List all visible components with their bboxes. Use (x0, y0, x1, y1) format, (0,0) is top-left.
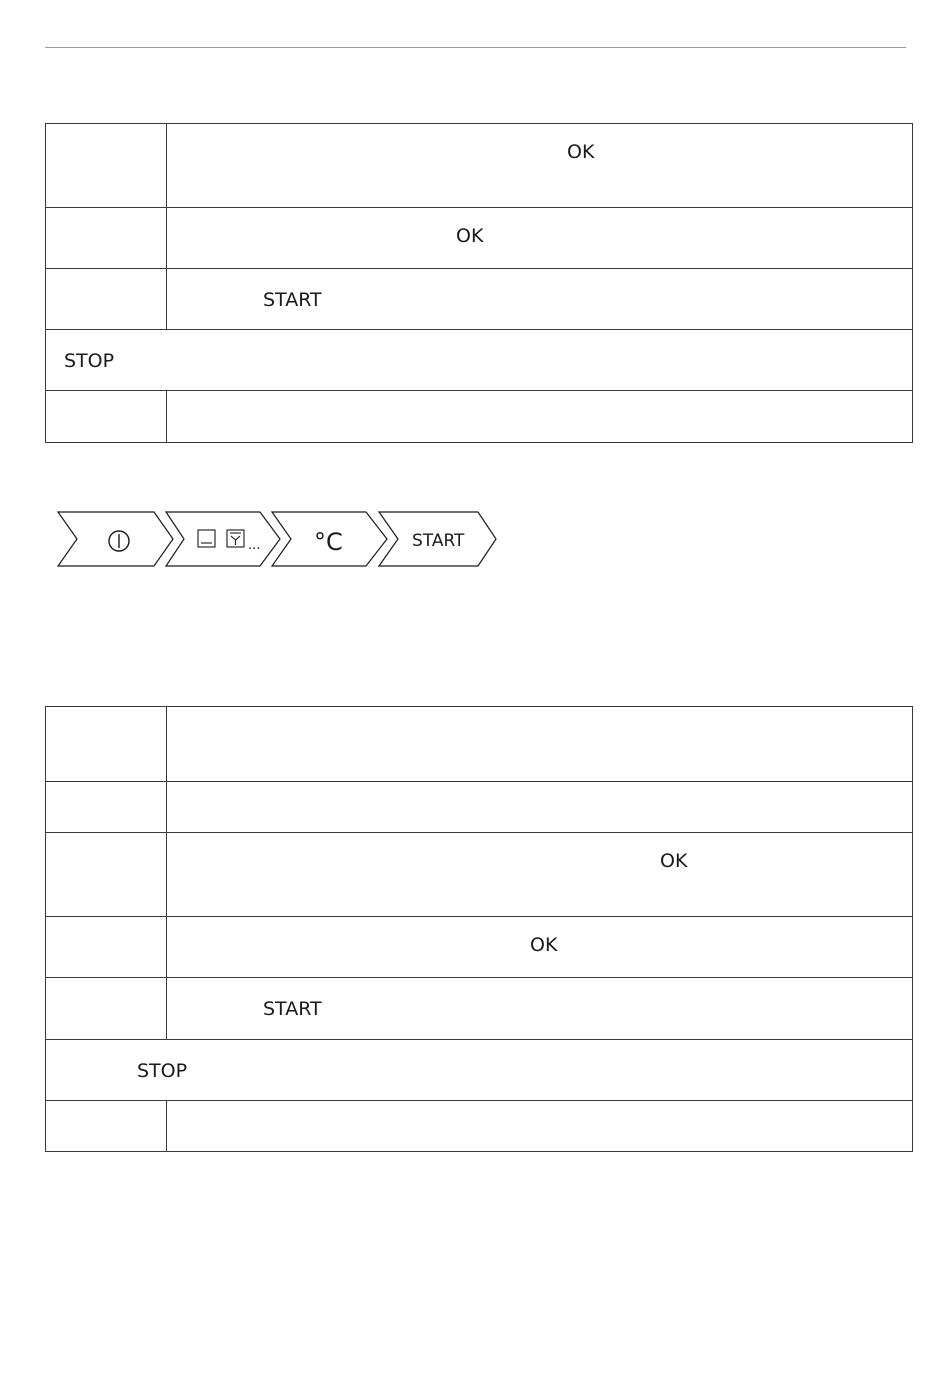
step-text-cell (167, 833, 913, 917)
table-row (46, 707, 913, 782)
step-text-cell (46, 330, 913, 391)
steps-table-1 (45, 123, 913, 443)
step-number-cell (46, 124, 167, 208)
ok-key-label: OK (456, 225, 484, 247)
step-text-cell (167, 208, 913, 269)
chevron-step (166, 512, 280, 566)
table-row (46, 917, 913, 978)
step-number-cell (46, 1101, 167, 1152)
table-row (46, 978, 913, 1040)
operation-sequence (56, 510, 506, 570)
start-label: START (412, 531, 465, 551)
step-number-cell (46, 782, 167, 833)
step-text-cell (167, 917, 913, 978)
table-row (46, 782, 913, 833)
table-row (46, 1101, 913, 1152)
step-text-cell (167, 269, 913, 330)
more-functions-ellipsis: ... (248, 538, 261, 553)
ok-key-label: OK (530, 934, 558, 956)
step-number-cell (46, 391, 167, 443)
ok-key-label: OK (567, 141, 595, 163)
table-row (46, 833, 913, 917)
step-text-cell (167, 124, 913, 208)
start-key-label: START (263, 998, 322, 1020)
step-number-cell (46, 978, 167, 1040)
step-text-cell (167, 782, 913, 833)
step-number-cell (46, 208, 167, 269)
steps-table-2 (45, 706, 913, 1152)
start-key-label: START (263, 289, 322, 311)
chevron-step (58, 512, 173, 566)
stop-key-label: STOP (137, 1060, 188, 1082)
celsius-icon: °C (314, 528, 343, 556)
table-row (46, 124, 913, 208)
power-icon (109, 531, 129, 551)
table-row (46, 208, 913, 269)
step-text-cell (46, 1040, 913, 1101)
table-row (46, 269, 913, 330)
step-number-cell (46, 707, 167, 782)
step-text-cell (167, 391, 913, 443)
table-row (46, 1040, 913, 1101)
table-row (46, 391, 913, 443)
oven-function-icons (198, 530, 244, 547)
step-text-cell (167, 978, 913, 1040)
header-rule (45, 47, 906, 48)
ok-key-label: OK (660, 850, 688, 872)
stop-key-label: STOP (64, 350, 115, 372)
step-number-cell (46, 269, 167, 330)
step-number-cell (46, 917, 167, 978)
step-text-cell (167, 1101, 913, 1152)
step-text-cell (167, 707, 913, 782)
step-number-cell (46, 833, 167, 917)
table-row (46, 330, 913, 391)
